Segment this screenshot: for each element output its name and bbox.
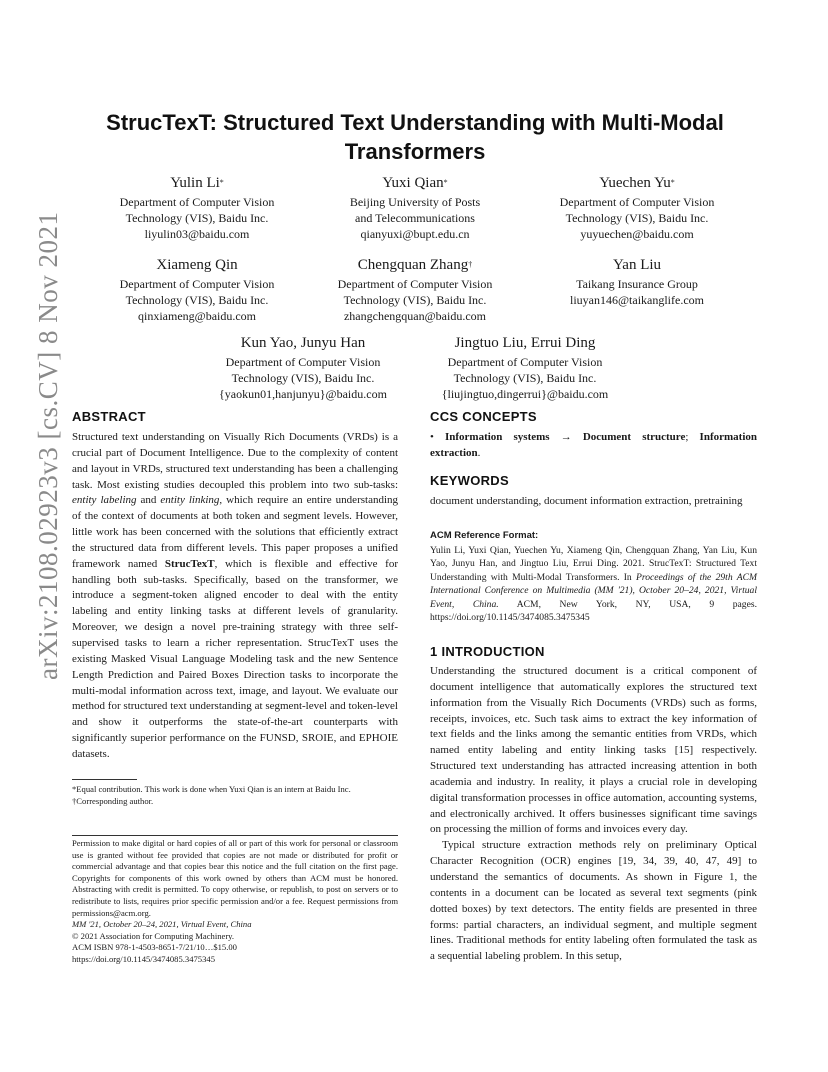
author-affiliation: Technology (VIS), Baidu Inc.: [565, 211, 709, 225]
ccs-text: • Information systems → Document structure; Information extraction.: [430, 431, 757, 459]
acm-reference-heading: ACM Reference Format:: [430, 530, 539, 541]
arxiv-sidebar: arXiv:2108.02923v3 [cs.CV] 8 Nov 2021: [33, 211, 63, 680]
author-email: {yaokun01,hanjunyu}@baidu.com: [219, 387, 387, 401]
ccs-heading: CCS CONCEPTS: [430, 409, 537, 424]
author-name: Chengquan Zhang: [357, 257, 469, 273]
abstract-section: [72, 409, 398, 763]
permission-block: [72, 838, 398, 966]
keywords-heading: KEYWORDS: [430, 473, 509, 488]
intro-paragraph-2: Typical structure extraction methods rely on preliminary Optical Character Recognition (OCR) engines [19, 34, 39, 40, 47, 49] to understand the semantics of documents. As shown in Figure 1, the contents in a document can be located as several text segments (pink dotted boxes) by text detectors. The entity fields are presented in three forms: partial characters, an individual segment, and multiple segment lines. Traditional methods for entity labeling often formulated the task as a sequential labeling problem. In this setup,: [430, 839, 757, 963]
author-block: [310, 174, 520, 242]
author-name: Xiameng Qin: [156, 257, 238, 273]
author-email: {liujingtuo,dingerrui}@baidu.com: [441, 387, 609, 401]
author-mark: *: [670, 178, 675, 187]
author-email: yuyuechen@baidu.com: [580, 227, 694, 241]
author-mark: *: [219, 178, 224, 187]
author-block: [92, 174, 302, 242]
acm-reference-section: [430, 530, 757, 624]
permission-text: Permission to make digital or hard copies of all or part of this work for personal or classroom use is granted without fee provided that copies are not made or distributed for profit or commercial advantage and that copies bear this notice and the full citation on the first page. Copyrights for components of this work owned by others than ACM must be honored. Abstracting with credit is permitted. To copy otherwise, or republish, to post on servers or to redistribute to lists, requires prior specific permission and/or a fee. Request permissions from permissions@acm.org.: [72, 838, 398, 918]
author-affiliation: Technology (VIS), Baidu Inc.: [231, 371, 375, 385]
author-name: Yuxi Qian: [382, 175, 444, 191]
title-line-2: Transformers: [344, 139, 486, 164]
author-mark: †: [468, 260, 473, 269]
permission-divider: [72, 835, 398, 836]
author-email: qinxiameng@baidu.com: [137, 309, 257, 323]
author-affiliation: Department of Computer Vision: [119, 195, 275, 209]
copyright-line: © 2021 Association for Computing Machinery.: [72, 930, 235, 941]
author-affiliation: Department of Computer Vision: [447, 355, 603, 369]
introduction-heading: 1 INTRODUCTION: [430, 644, 545, 659]
footnote-equal: *Equal contribution. This work is done when Yuxi Qian is an intern at Baidu Inc.: [72, 784, 351, 794]
author-block: [310, 256, 520, 324]
author-email: liyulin03@baidu.com: [144, 227, 250, 241]
author-affiliation: Technology (VIS), Baidu Inc.: [343, 293, 487, 307]
acm-reference-text: Yulin Li, Yuxi Qian, Yuechen Yu, Xiameng Qin, Chengquan Zhang, Yan Liu, Kun Yao, Junyu Han, and Jingtuo Liu, Errui Ding. 2021. StrucTexT: Structured Text Understanding with Multi-Modal Transformers. In Proceedings of the 29th ACM International Conference on Multimedia (MM '21), October 20–24, 2021, Virtual Event, China. ACM, New York, NY, USA, 9 pages. https://doi.org/10.1145/3474085.3475345: [430, 545, 757, 624]
author-affiliation: Technology (VIS), Baidu Inc.: [125, 293, 269, 307]
ccs-section: [430, 409, 757, 462]
doi-line: https://doi.org/10.1145/3474085.3475345: [72, 953, 215, 964]
footnote-divider: [72, 779, 137, 780]
author-affiliation: Technology (VIS), Baidu Inc.: [453, 371, 597, 385]
title-line-1: StrucTexT: Structured Text Understanding with Multi-Modal: [106, 110, 724, 135]
author-name: Kun Yao, Junyu Han: [240, 335, 366, 351]
author-block: [420, 334, 630, 402]
intro-paragraph-1: Understanding the structured document is a critical component of document intelligence that automatically explores the structured text information from the Visually Rich Documents (VRDs) such as forms, receipts, invoices, etc. Such task aims to extract the key information of text fields and the links among the semantic entities from VRDs, which named entity labeling and entity linking tasks [15] respectively. Structured text understanding has attracted increasing attention in both academia and industry. In reality, it plays a crucial role in developing digital transformation processes in office automation, accounting systems, and electronically archived. It offers businesses significant time savings on processing the million of forms and invoices every day.: [430, 665, 757, 836]
keywords-section: [430, 473, 757, 510]
author-name: Jingtuo Liu, Errui Ding: [454, 335, 596, 351]
isbn-line: ACM ISBN 978-1-4503-8651-7/21/10…$15.00: [72, 942, 237, 953]
venue-line: MM '21, October 20–24, 2021, Virtual Event, China: [72, 919, 252, 930]
author-affiliation: Taikang Insurance Group: [576, 277, 698, 291]
author-affiliation: Department of Computer Vision: [225, 355, 381, 369]
keywords-text: document understanding, document information extraction, pretraining: [430, 495, 743, 507]
author-block: [92, 256, 302, 324]
author-email: liuyan146@taikanglife.com: [569, 293, 704, 307]
author-email: zhangchengquan@baidu.com: [343, 309, 486, 323]
abstract-heading: ABSTRACT: [72, 409, 146, 424]
author-block: [532, 174, 742, 242]
author-block: [198, 334, 408, 402]
author-block: [532, 256, 742, 308]
author-affiliation: Department of Computer Vision: [337, 277, 493, 291]
footnote-corresponding: †Corresponding author.: [72, 795, 154, 806]
author-affiliation: Department of Computer Vision: [559, 195, 715, 209]
author-mark: *: [443, 178, 448, 187]
author-affiliation: Beijing University of Posts: [349, 195, 481, 209]
author-name: Yuechen Yu: [599, 175, 671, 191]
author-affiliation: Technology (VIS), Baidu Inc.: [125, 211, 269, 225]
author-affiliation: and Telecommunications: [355, 211, 475, 225]
author-email: qianyuxi@bupt.edu.cn: [360, 227, 470, 241]
author-name: Yan Liu: [612, 257, 662, 273]
introduction-section: [430, 644, 757, 965]
paper-title: [70, 108, 760, 166]
author-affiliation: Department of Computer Vision: [119, 277, 275, 291]
footnotes: [72, 784, 398, 807]
abstract-text: Structured text understanding on Visually Rich Documents (VRDs) is a crucial part of Document Intelligence. Due to the complexity of content and layout in VRDs, structured text understanding has been a challenging task. Most existing studies decoupled this problem into two sub-tasks: entity labeling and entity linking, which require an entire understanding of the context of documents at both token and segment levels. However, little work has been concerned with the solutions that efficiently extract the structured data from different levels. This paper proposes a unified framework named StrucTexT, which is flexible and effective for handling both sub-tasks. Specifically, based on the transformer, we introduce a segment-token aligned encoder to deal with the entity labeling and entity linking tasks at different levels of granularity. Moreover, we design a novel pre-training strategy with three self-supervised tasks to learn a richer representation. StrucTexT uses the existing Masked Visual Language Modeling task and the new Sentence Length Prediction and Paired Boxes Direction tasks to incorporate the multi-modal information across text, image, and layout. We evaluate our method for structured text understanding at segment-level and token-level and show it outperforms the state-of-the-art counterparts with significantly superior performance on the FUNSD, SROIE, and EPHOIE datasets.: [72, 431, 399, 760]
author-name: Yulin Li: [170, 175, 220, 191]
